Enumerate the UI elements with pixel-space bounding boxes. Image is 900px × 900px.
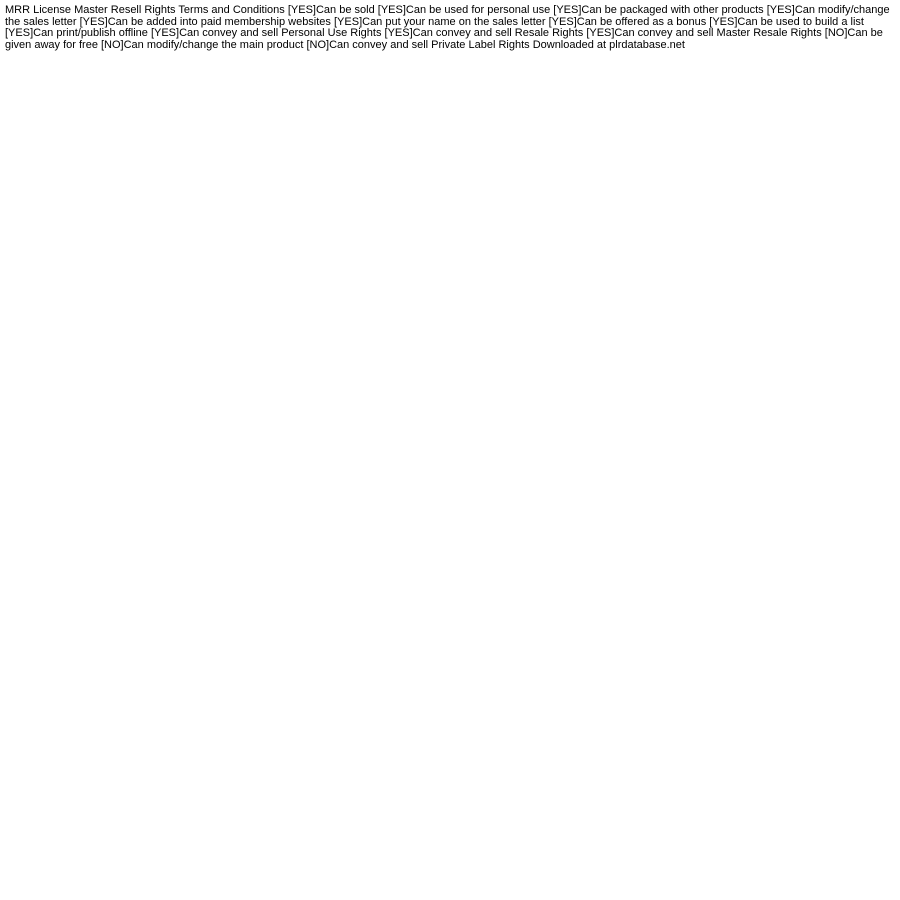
license-term: [YES]Can be used to build a list [709, 15, 864, 28]
license-term: [YES]Can convey and sell Resale Rights [384, 27, 584, 39]
license-text [5, 5, 891, 51]
license-term: [YES]Can be used for personal use [377, 4, 551, 16]
license-term: [YES]Can put your name on the sales letter [334, 15, 546, 28]
license-term: [YES]Can be offered as a bonus [548, 15, 707, 28]
license-footer: Downloaded at plrdatabase.net [532, 38, 685, 51]
license-term: [YES]Can print/publish offline [5, 27, 148, 39]
license-term: [NO]Can convey and sell Private Label Rights [306, 38, 530, 51]
license-term: [YES]Can convey and sell Personal Use Rights [150, 27, 382, 39]
license-term: [YES]Can modify/change the sales letter [5, 4, 890, 28]
license-term: [YES]Can be added into paid membership websites [79, 15, 331, 28]
license-term: [NO]Can modify/change the main product [101, 38, 304, 51]
license-title: MRR License Master Resell Rights Terms and Conditions [5, 4, 285, 16]
license-term: [YES]Can be packaged with other products [553, 4, 764, 16]
license-term: [NO]Can be given away for free [5, 27, 883, 51]
license-term: [YES]Can be sold [287, 4, 375, 16]
license-term: [YES]Can convey and sell Master Resale Rights [586, 27, 822, 39]
